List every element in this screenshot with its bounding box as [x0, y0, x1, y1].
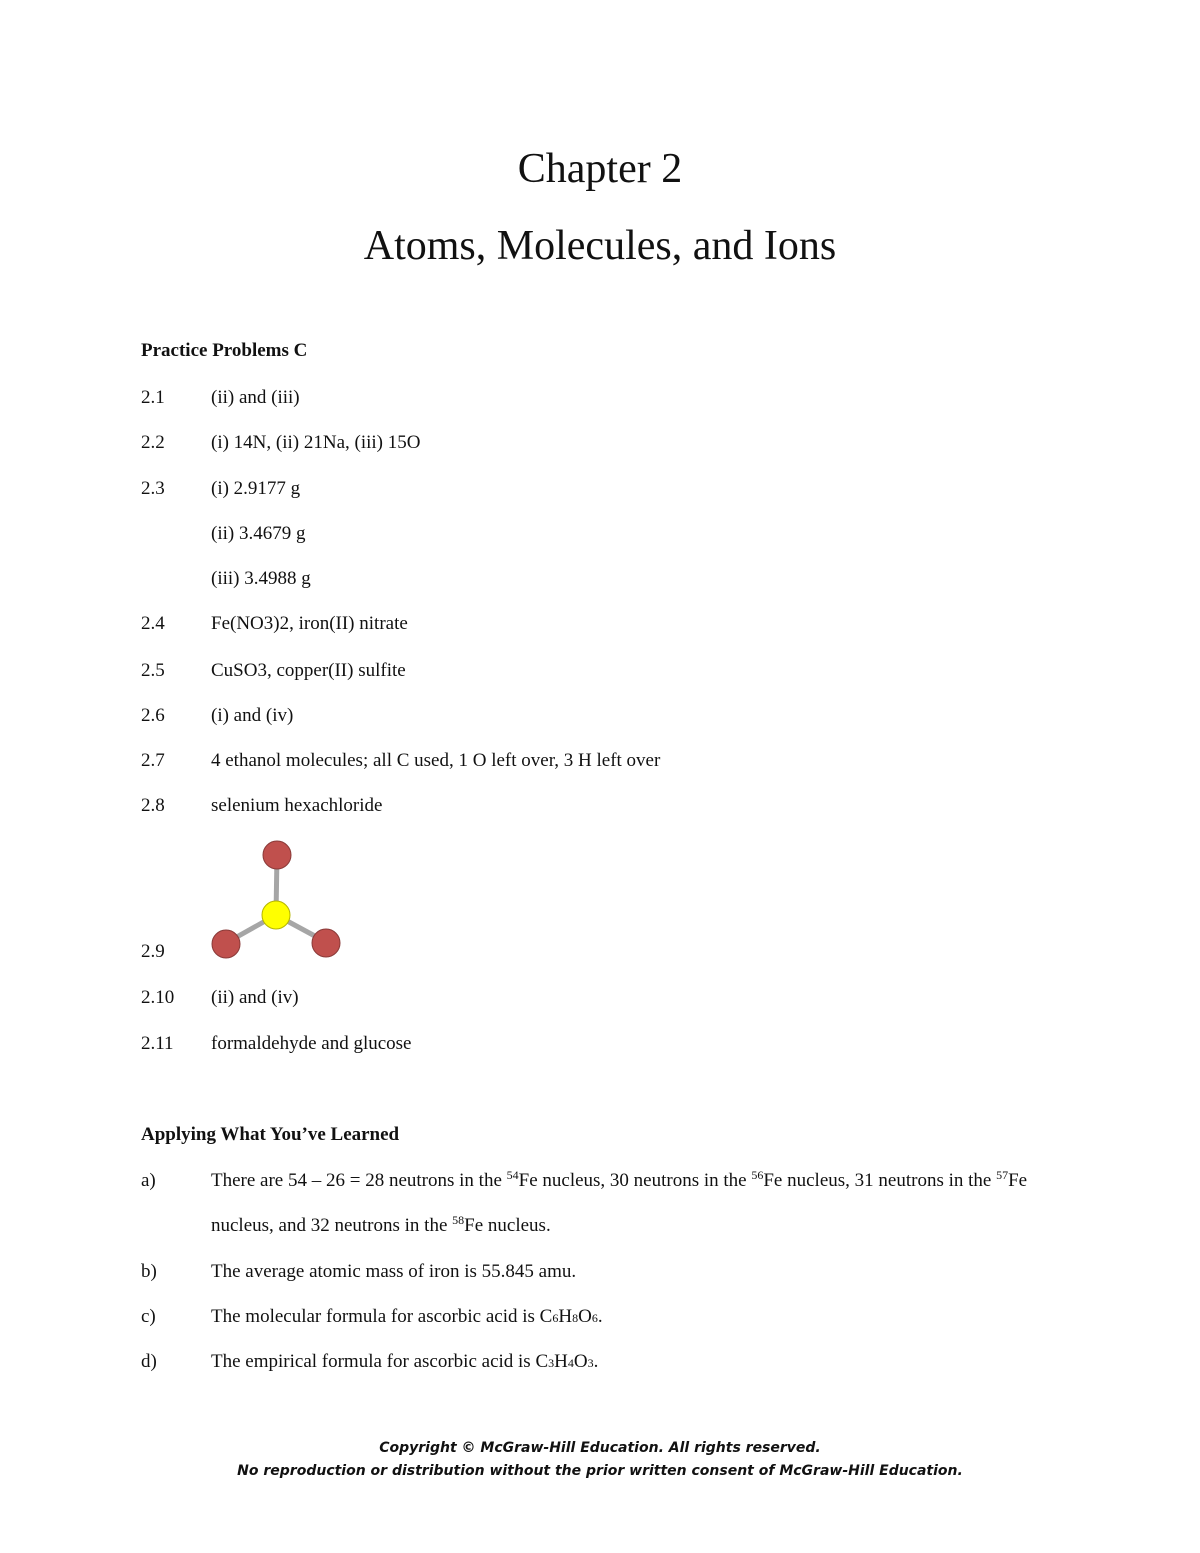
answer-label: a): [141, 1170, 156, 1191]
answer-a: [141, 1169, 1101, 1193]
answer-text: The molecular formula for ascorbic acid is C6H8O6.: [211, 1306, 603, 1327]
outer-atom: [263, 841, 291, 869]
item-number: 2.5: [141, 660, 165, 681]
chapter-number: Chapter 2: [517, 146, 683, 192]
answer-d: [141, 1350, 1101, 1374]
item-number: 2.7: [141, 750, 165, 771]
answer-b: [141, 1260, 1101, 1284]
central-atom: [262, 901, 290, 929]
reproduction-notice: No reproduction or distribution without the prior written consent of McGraw-Hill Education.: [237, 1463, 963, 1479]
answer-text: There are 54 – 26 = 28 neutrons in the $^{54}$Fe nucleus, 30 neutrons in the $^{56}$Fe nucleus, 31 neutrons in the $^{57}$Fe: [211, 1168, 1028, 1191]
list-item: [141, 386, 1101, 410]
item-answer: (ii) 3.4679 g: [211, 523, 306, 544]
item-answer: (ii) and (iv): [211, 987, 299, 1008]
practice-heading: Practice Problems C: [141, 340, 308, 361]
item-answer: (iii) 3.4988 g: [211, 568, 311, 589]
item-answer: CuSO3, copper(II) sulfite: [211, 660, 406, 681]
item-answer: (i) 2.9177 g: [211, 478, 301, 499]
answer-label: d): [141, 1351, 157, 1372]
chapter-title: Atoms, Molecules, and Ions: [363, 223, 837, 269]
list-item: [141, 704, 1101, 728]
list-item: [141, 986, 1101, 1010]
answer-c: [141, 1305, 1101, 1329]
answer-text: The empirical formula for ascorbic acid is C3H4O3.: [211, 1351, 599, 1372]
item-number: 2.3: [141, 478, 165, 499]
item-number: 2.2: [141, 432, 165, 453]
item-number: 2.8: [141, 795, 165, 816]
item-answer: Fe(NO3)2, iron(II) nitrate: [211, 613, 408, 634]
item-number: 2.10: [141, 987, 175, 1008]
item-number: 2.9: [141, 941, 165, 962]
applying-heading: Applying What You’ve Learned: [141, 1124, 400, 1145]
item-answer: 4 ethanol molecules; all C used, 1 O left over, 3 H left over: [211, 750, 661, 771]
list-item: [141, 1032, 1101, 1056]
list-item: [141, 431, 1101, 455]
item-number: 2.4: [141, 613, 165, 634]
list-item: [141, 940, 1101, 964]
answer-a-continued: [141, 1214, 1101, 1238]
item-answer: (i) 14N, (ii) 21Na, (iii) 15O: [211, 432, 421, 453]
list-item: [141, 477, 1101, 501]
list-item: [141, 567, 1101, 591]
answer-text: nucleus, and 32 neutrons in the $^{58}$Fe nucleus.: [211, 1213, 551, 1236]
item-answer: (i) and (iv): [211, 705, 294, 726]
item-answer: (ii) and (iii): [211, 387, 300, 408]
answer-label: b): [141, 1261, 157, 1282]
item-number: 2.6: [141, 705, 165, 726]
list-item: [141, 794, 1101, 818]
copyright-line: Copyright © McGraw-Hill Education. All rights reserved.: [379, 1440, 821, 1456]
answer-text: The average atomic mass of iron is 55.845 amu.: [211, 1261, 577, 1282]
list-item: [141, 659, 1101, 683]
list-item: [141, 522, 1101, 546]
answer-label: c): [141, 1306, 156, 1327]
list-item: [141, 612, 1101, 636]
list-item: [141, 749, 1101, 773]
item-number: 2.1: [141, 387, 165, 408]
item-answer: selenium hexachloride: [211, 795, 383, 816]
item-answer: formaldehyde and glucose: [211, 1033, 412, 1054]
item-number: 2.11: [141, 1033, 174, 1054]
